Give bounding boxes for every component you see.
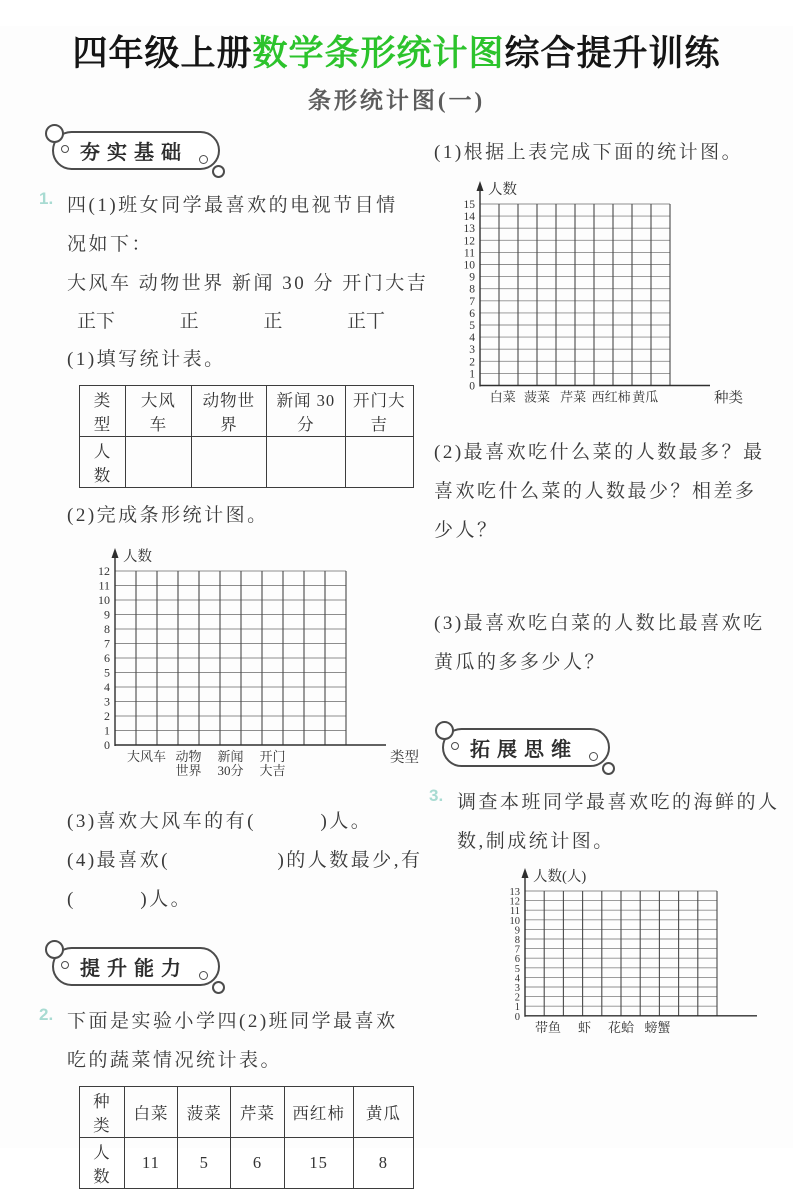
table-cell: 人数 bbox=[80, 437, 126, 488]
svg-text:7: 7 bbox=[469, 295, 475, 308]
svg-text:5: 5 bbox=[104, 665, 110, 680]
badge-decor-circle bbox=[602, 762, 615, 775]
table-cell: 菠菜 bbox=[178, 1087, 231, 1138]
svg-text:9: 9 bbox=[469, 271, 475, 284]
worksheet-page bbox=[0, 26, 793, 1186]
table-cell: 新闻 30 分 bbox=[267, 386, 345, 437]
svg-text:13: 13 bbox=[463, 223, 475, 236]
svg-text:2: 2 bbox=[104, 709, 110, 723]
table-cell: 15 bbox=[284, 1138, 353, 1189]
svg-text:类型: 类型 bbox=[390, 750, 419, 766]
svg-text:10: 10 bbox=[509, 915, 520, 927]
svg-text:3: 3 bbox=[469, 344, 475, 357]
section-badge-improve bbox=[52, 947, 220, 986]
svg-text:6: 6 bbox=[469, 307, 475, 320]
svg-text:11: 11 bbox=[509, 906, 520, 918]
badge-label: 夯实基础 bbox=[80, 142, 188, 164]
svg-text:14: 14 bbox=[463, 211, 475, 224]
svg-text:开门大吉: 开门大吉 bbox=[259, 749, 286, 778]
svg-text:10: 10 bbox=[98, 593, 110, 607]
svg-text:黄瓜: 黄瓜 bbox=[632, 389, 659, 405]
vegetables-chart-svg bbox=[438, 174, 768, 424]
table-header-row bbox=[80, 386, 414, 437]
svg-text:芹菜: 芹菜 bbox=[560, 389, 587, 405]
subquestion-3-line1: (3)最喜欢吃白菜的人数比最喜欢吃 bbox=[434, 613, 765, 634]
svg-text:6: 6 bbox=[514, 954, 520, 966]
badge-decor-circle bbox=[212, 165, 225, 178]
svg-text:4: 4 bbox=[104, 680, 110, 694]
svg-text:动物世界: 动物世界 bbox=[175, 749, 202, 778]
tv-programs-chart-svg bbox=[71, 537, 427, 793]
svg-text:10: 10 bbox=[463, 259, 475, 272]
question-number: 2. bbox=[39, 1005, 54, 1024]
svg-text:12: 12 bbox=[509, 896, 520, 908]
svg-text:15: 15 bbox=[463, 199, 475, 211]
two-column-layout bbox=[0, 123, 793, 1197]
tally-mark: 正 bbox=[263, 311, 283, 332]
table-cell: 11 bbox=[124, 1138, 177, 1189]
table-cell: 动物世界 bbox=[191, 386, 266, 437]
badge-decor-circle bbox=[199, 155, 208, 164]
table-row bbox=[80, 437, 414, 488]
svg-text:5: 5 bbox=[469, 320, 475, 332]
svg-text:0: 0 bbox=[104, 738, 110, 752]
svg-text:4: 4 bbox=[514, 973, 520, 985]
svg-text:2: 2 bbox=[514, 992, 520, 1004]
svg-text:7: 7 bbox=[104, 636, 110, 651]
svg-text:8: 8 bbox=[104, 622, 110, 636]
page-subtitle: 条形统计图(一) bbox=[307, 88, 486, 113]
badge-decor-circle bbox=[61, 145, 69, 153]
svg-text:4: 4 bbox=[469, 332, 475, 345]
svg-text:人数: 人数 bbox=[488, 182, 517, 198]
badge-decor-circle bbox=[199, 971, 208, 980]
svg-text:白菜: 白菜 bbox=[489, 389, 516, 405]
subquestion-2: (2)完成条形统计图。 bbox=[67, 505, 269, 526]
question-text: 四(1)班女同学最喜欢的电视节目情 bbox=[67, 195, 398, 216]
svg-text:8: 8 bbox=[514, 935, 520, 946]
svg-text:3: 3 bbox=[104, 694, 110, 709]
vegetables-table bbox=[79, 1086, 414, 1189]
question-text: 吃的蔬菜情况统计表。 bbox=[67, 1050, 283, 1071]
question-3 bbox=[429, 783, 784, 1062]
tally-marks-row bbox=[67, 303, 385, 340]
svg-text:12: 12 bbox=[98, 564, 110, 578]
right-column bbox=[429, 123, 784, 1197]
svg-text:花蛤: 花蛤 bbox=[607, 1019, 635, 1035]
badge-decor-circle bbox=[45, 124, 64, 143]
subquestion-2-line3: 少人？ bbox=[434, 520, 499, 541]
question-2-continued bbox=[432, 133, 784, 682]
question-text: 数,制成统计图。 bbox=[457, 831, 615, 852]
page-title bbox=[0, 26, 793, 76]
svg-text:菠菜: 菠菜 bbox=[523, 389, 551, 405]
badge-label: 拓展思维 bbox=[470, 739, 578, 761]
seafood-chart bbox=[481, 863, 784, 1062]
table-cell: 西红柿 bbox=[284, 1087, 353, 1138]
table-cell: 5 bbox=[178, 1138, 231, 1189]
table-cell: 芹菜 bbox=[231, 1087, 284, 1138]
svg-text:5: 5 bbox=[514, 963, 520, 975]
tv-program-table bbox=[79, 385, 414, 488]
question-text: 下面是实验小学四(2)班同学最喜欢 bbox=[67, 1011, 398, 1032]
svg-text:带鱼: 带鱼 bbox=[535, 1019, 562, 1035]
tally-mark: 正丅 bbox=[346, 311, 385, 332]
section-badge-basics bbox=[52, 131, 220, 170]
question-text: 调查本班同学最喜欢吃的海鲜的人 bbox=[457, 792, 780, 813]
svg-text:0: 0 bbox=[469, 380, 475, 393]
question-number: 1. bbox=[39, 189, 54, 208]
svg-text:种类: 种类 bbox=[714, 390, 743, 407]
svg-text:8: 8 bbox=[469, 283, 475, 296]
svg-text:9: 9 bbox=[104, 607, 110, 622]
svg-text:6: 6 bbox=[104, 651, 110, 665]
badge-decor-circle bbox=[45, 940, 64, 959]
vegetables-chart bbox=[438, 174, 784, 429]
subquestion-3-line2: 黄瓜的多多少人？ bbox=[434, 652, 607, 673]
svg-text:1: 1 bbox=[104, 723, 110, 738]
svg-text:大风车: 大风车 bbox=[126, 749, 167, 764]
svg-text:7: 7 bbox=[514, 944, 520, 956]
svg-text:1: 1 bbox=[469, 368, 475, 381]
badge-decor-circle bbox=[61, 961, 69, 969]
svg-text:新闻30分: 新闻 30分 bbox=[217, 749, 244, 778]
svg-text:1: 1 bbox=[514, 1002, 520, 1014]
subquestion-2-line2: 喜欢吃什么菜的人数最少？相差多 bbox=[434, 481, 757, 502]
svg-text:0: 0 bbox=[514, 1011, 520, 1023]
seafood-chart-svg bbox=[481, 863, 791, 1057]
table-header-row bbox=[80, 1087, 414, 1138]
title-highlight: 数学条形统计图 bbox=[252, 34, 505, 73]
question-number: 3. bbox=[429, 786, 444, 805]
subquestion-4-line1: (4)最喜欢( )的人数最少,有 bbox=[67, 850, 423, 871]
tv-programs-line: 大风车 动物世界 新闻 30 分 开门大吉 bbox=[67, 273, 429, 294]
table-cell: 8 bbox=[353, 1138, 413, 1189]
svg-text:11: 11 bbox=[98, 578, 110, 593]
badge-decor-circle bbox=[451, 742, 459, 750]
svg-text:虾: 虾 bbox=[578, 1019, 592, 1035]
table-row bbox=[80, 1138, 414, 1189]
tally-mark: 正下 bbox=[77, 311, 116, 332]
table-cell: 大风车 bbox=[126, 386, 192, 437]
svg-text:3: 3 bbox=[514, 983, 520, 994]
title-post: 综合提升训练 bbox=[504, 34, 721, 73]
svg-text:13: 13 bbox=[509, 887, 520, 898]
svg-text:人数: 人数 bbox=[123, 549, 152, 565]
table-cell: 种类 bbox=[80, 1087, 125, 1138]
badge-decor-circle bbox=[589, 752, 598, 761]
badge-label: 提升能力 bbox=[80, 958, 188, 980]
subquestion-1: (1)根据上表完成下面的统计图。 bbox=[434, 142, 744, 163]
question-text: 况如下： bbox=[67, 234, 154, 255]
subquestion-1: (1)填写统计表。 bbox=[67, 349, 226, 370]
table-cell: 黄瓜 bbox=[353, 1087, 413, 1138]
svg-text:9: 9 bbox=[514, 925, 520, 937]
section-badge-expand bbox=[442, 728, 610, 767]
table-cell: 人数 bbox=[80, 1138, 125, 1189]
subquestion-3: (3)喜欢大风车的有( )人。 bbox=[67, 811, 373, 832]
svg-text:12: 12 bbox=[463, 235, 475, 248]
table-cell: 类型 bbox=[80, 386, 126, 437]
tally-mark: 正 bbox=[179, 311, 199, 332]
svg-text:11: 11 bbox=[463, 247, 475, 260]
table-cell: 开门大吉 bbox=[345, 386, 413, 437]
question-2 bbox=[39, 1002, 414, 1189]
badge-decor-circle bbox=[435, 721, 454, 740]
svg-text:螃蟹: 螃蟹 bbox=[644, 1019, 671, 1035]
table-cell-empty bbox=[267, 437, 345, 488]
table-cell-empty bbox=[345, 437, 413, 488]
svg-text:人数(人): 人数(人) bbox=[533, 869, 587, 885]
subquestion-4-line2: ( )人。 bbox=[67, 889, 193, 910]
table-cell-empty bbox=[191, 437, 266, 488]
svg-text:西红柿: 西红柿 bbox=[591, 389, 631, 405]
question-1 bbox=[39, 186, 429, 919]
title-pre: 四年级上册 bbox=[72, 34, 253, 73]
table-cell-empty bbox=[126, 437, 192, 488]
table-cell: 白菜 bbox=[124, 1087, 177, 1138]
svg-text:2: 2 bbox=[469, 356, 475, 369]
badge-decor-circle bbox=[212, 981, 225, 994]
tv-programs-chart bbox=[71, 537, 419, 798]
left-column bbox=[39, 123, 429, 1197]
subquestion-2-line1: (2)最喜欢吃什么菜的人数最多？最 bbox=[434, 442, 765, 463]
table-cell: 6 bbox=[231, 1138, 284, 1189]
